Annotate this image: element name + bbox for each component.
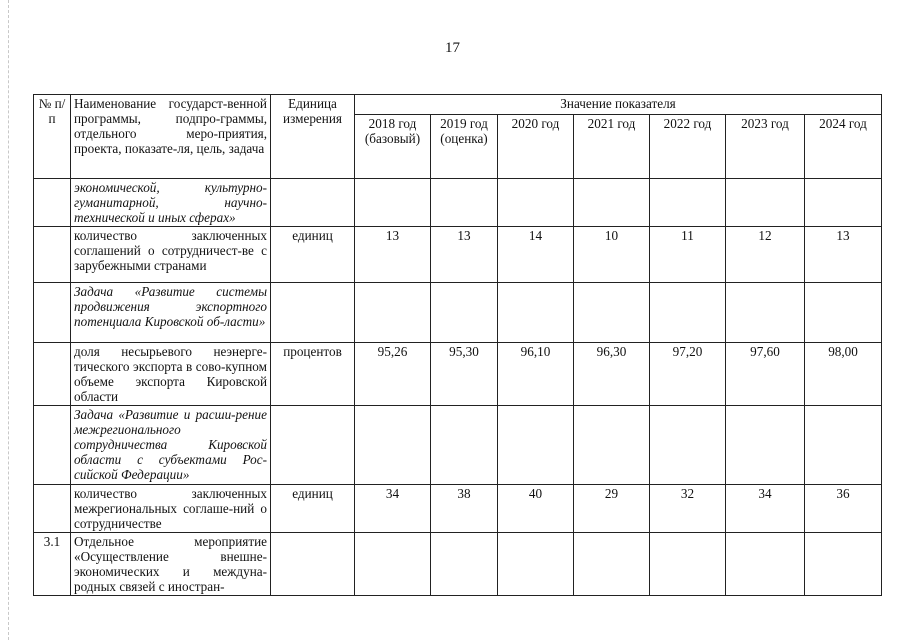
row-value: 40 (498, 485, 574, 533)
row-value (726, 406, 805, 485)
row-unit (271, 406, 355, 485)
row-value (805, 406, 882, 485)
row-value (431, 179, 498, 227)
row-value (650, 283, 726, 343)
row-value (805, 283, 882, 343)
row-value (574, 179, 650, 227)
row-task-name: Задача «Развитие и расши-рение межрегионального сотрудничества Кировской области с субъектами Рос-сийской Федерации» (71, 406, 271, 485)
table-row (34, 283, 882, 343)
row-indicator-name: количество заключенных соглашений о сотрудничест-ве с зарубежными странами (71, 227, 271, 283)
row-value (498, 406, 574, 485)
row-num (34, 227, 71, 283)
row-value: 11 (650, 227, 726, 283)
binding-margin-line (8, 0, 9, 640)
page-number: 17 (445, 40, 460, 56)
row-task-name: экономической, культурно-гуманитарной, научно-технической и иных сферах» (71, 179, 271, 227)
header-unit: Единица измерения (271, 95, 355, 179)
header-year: 2022 год (650, 115, 726, 179)
row-value: 12 (726, 227, 805, 283)
row-num: 3.1 (34, 533, 71, 596)
row-value (650, 179, 726, 227)
row-value: 98,00 (805, 343, 882, 406)
row-num (34, 179, 71, 227)
row-value (574, 406, 650, 485)
row-value (498, 179, 574, 227)
header-year: 2018 год (базовый) (355, 115, 431, 179)
row-num (34, 485, 71, 533)
header-num: № п/п (34, 95, 71, 179)
row-value (726, 179, 805, 227)
row-value: 32 (650, 485, 726, 533)
row-value: 34 (355, 485, 431, 533)
header-year: 2019 год (оценка) (431, 115, 498, 179)
row-unit (271, 179, 355, 227)
row-value: 29 (574, 485, 650, 533)
row-value (498, 283, 574, 343)
row-value (726, 533, 805, 596)
row-unit: единиц (271, 227, 355, 283)
row-indicator-name: доля несырьевого неэнерге-тического экспорта в сово-купном объеме экспорта Кировской области (71, 343, 271, 406)
row-value (574, 283, 650, 343)
row-num (34, 343, 71, 406)
header-year: 2023 год (726, 115, 805, 179)
table-row (34, 227, 882, 283)
row-value (431, 533, 498, 596)
row-value (355, 179, 431, 227)
row-value (650, 533, 726, 596)
row-value: 14 (498, 227, 574, 283)
indicator-table (33, 94, 882, 596)
row-indicator-name: Отдельное мероприятие «Осуществление внешне-экономических и междуна-родных связей с иностран- (71, 533, 271, 596)
table-header (34, 95, 882, 179)
row-value: 96,10 (498, 343, 574, 406)
row-value: 13 (355, 227, 431, 283)
table-row (34, 406, 882, 485)
row-value: 10 (574, 227, 650, 283)
row-value (726, 283, 805, 343)
row-value (431, 283, 498, 343)
row-value (355, 533, 431, 596)
row-value: 95,26 (355, 343, 431, 406)
row-value (355, 406, 431, 485)
row-num (34, 406, 71, 485)
table-row (34, 533, 882, 596)
header-year: 2020 год (498, 115, 574, 179)
row-value: 97,20 (650, 343, 726, 406)
table-row (34, 179, 882, 227)
header-year: 2021 год (574, 115, 650, 179)
row-value: 38 (431, 485, 498, 533)
row-value (498, 533, 574, 596)
row-value (574, 533, 650, 596)
table-body (34, 179, 882, 596)
row-value: 97,60 (726, 343, 805, 406)
row-value (805, 533, 882, 596)
table-row (34, 343, 882, 406)
row-indicator-name: количество заключенных межрегиональных соглаше-ний о сотрудничестве (71, 485, 271, 533)
header-year: 2024 год (805, 115, 882, 179)
row-unit: процентов (271, 343, 355, 406)
table-row (34, 485, 882, 533)
row-value: 13 (805, 227, 882, 283)
row-value (805, 179, 882, 227)
row-value (650, 406, 726, 485)
row-value: 34 (726, 485, 805, 533)
row-value: 36 (805, 485, 882, 533)
row-value (355, 283, 431, 343)
row-unit (271, 283, 355, 343)
header-name: Наименование государст-венной программы, подпро-граммы, отдельного меро-приятия, проекта, показате-ля, цель, задача (71, 95, 271, 179)
row-value: 13 (431, 227, 498, 283)
header-values-group: Значение показателя (355, 95, 882, 115)
row-value: 96,30 (574, 343, 650, 406)
row-unit (271, 533, 355, 596)
row-num (34, 283, 71, 343)
row-unit: единиц (271, 485, 355, 533)
row-value (431, 406, 498, 485)
row-task-name: Задача «Развитие системы продвижения экспортного потенциала Кировской об-ласти» (71, 283, 271, 343)
row-value: 95,30 (431, 343, 498, 406)
